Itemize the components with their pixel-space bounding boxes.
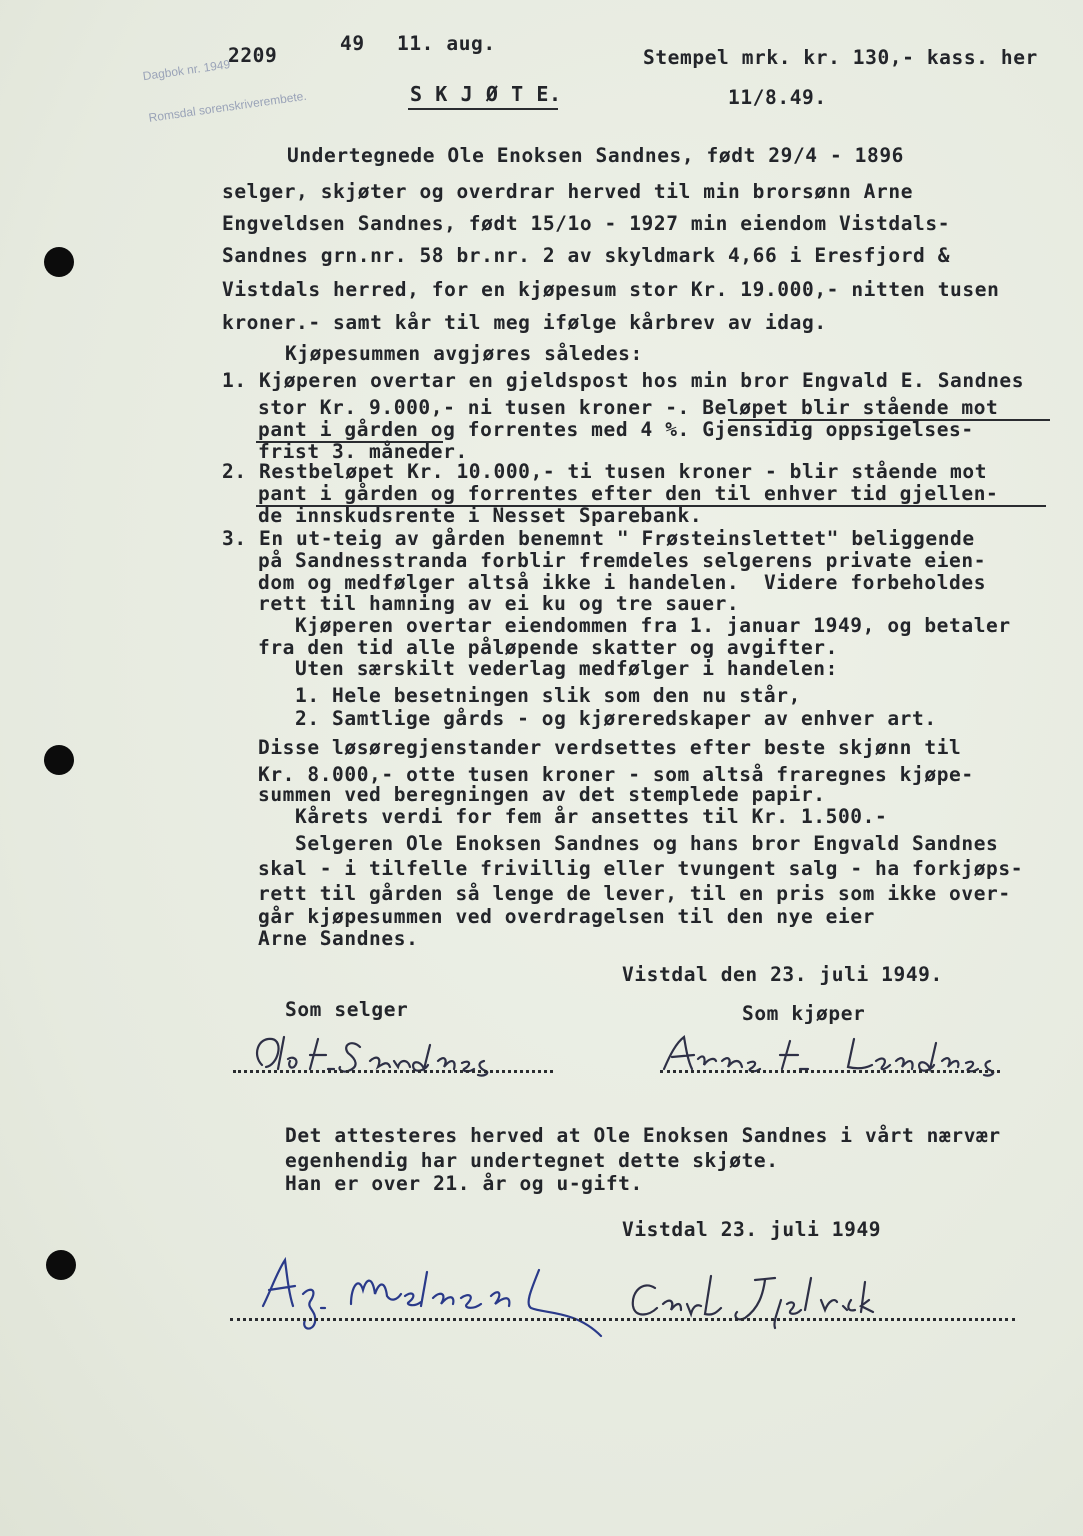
body-line: på Sandnesstranda forblir fremdeles selgerens private eien-: [258, 549, 987, 572]
body-line: frist 3. måneder.: [258, 440, 468, 463]
document-title: S K J Ø T E.: [410, 82, 562, 106]
body-line: 3. En ut-teig av gården benemnt " Frøsteinslettet" beliggende: [222, 527, 975, 550]
witness-signature: [625, 1270, 885, 1330]
body-line: 2. Restbeløpet Kr. 10.000,- ti tusen kroner - blir stående mot: [222, 460, 988, 483]
buyer-signature: [650, 1025, 1010, 1085]
seller-signature: [248, 1025, 548, 1085]
registry-stamp: [138, 19, 311, 152]
body-line: Uten særskilt vederlag medfølger i handelen:: [295, 657, 838, 680]
registry-stamp-line: Dagbok nr. 1949: [141, 57, 232, 84]
body-line: pant i gården og forrentes efter den til enhver tid gjellen-: [258, 482, 999, 505]
body-line: Kr. 8.000,- otte tusen kroner - som altså fraregnes kjøpe-: [258, 763, 974, 786]
stamp-date: 11/8.49.: [728, 86, 827, 109]
body-line: Undertegnede Ole Enoksen Sandnes, født 29/4 - 1896: [287, 144, 904, 167]
body-line: Arne Sandnes.: [258, 927, 419, 950]
body-line: Disse løsøregjenstander verdsettes efter beste skjønn til: [258, 736, 962, 759]
deed-date: 11. aug.: [397, 32, 496, 55]
place-date: Vistdal 23. juli 1949: [622, 1218, 882, 1241]
body-line: skal - i tilfelle frivillig eller tvungent salg - ha forkjøps-: [258, 857, 1024, 880]
body-line: Engveldsen Sandnes, født 15/1o - 1927 min eiendom Vistdals-: [222, 212, 951, 235]
body-line: fra den tid alle påløpende skatter og avgifter.: [258, 636, 838, 659]
punch-hole: [46, 1250, 76, 1280]
place-date: Vistdal den 23. juli 1949.: [622, 963, 943, 986]
seller-signature-line: [233, 1070, 553, 1073]
body-line: 1. Hele besetningen slik som den nu står,: [295, 684, 801, 707]
body-line: Vistdals herred, for en kjøpesum stor Kr. 19.000,- nitten tusen: [222, 278, 1000, 301]
body-line: rett til gården så lenge de lever, til en pris som ikke over-: [258, 882, 1011, 905]
body-line: rett til hamning av ei ku og tre sauer.: [258, 592, 740, 615]
body-line: selger, skjøter og overdrar herved til min brorsønn Arne: [222, 180, 914, 203]
stamp-note: Stempel mrk. kr. 130,- kass. her: [643, 46, 1038, 69]
body-line: stor Kr. 9.000,- ni tusen kroner -. Beløpet blir stående mot: [258, 396, 999, 419]
body-line: dom og medfølger altså ikke i handelen. Videre forbeholdes: [258, 571, 987, 594]
body-line: Kårets verdi for fem år ansettes til Kr. 1.500.-: [295, 805, 888, 828]
witness-signature-line: [230, 1318, 1015, 1321]
body-line: Selgeren Ole Enoksen Sandnes og hans bror Engvald Sandnes: [295, 832, 999, 855]
body-line: pant i gården og forrentes med 4 %. Gjensidig oppsigelses-: [258, 418, 974, 441]
seller-label: Som selger: [285, 998, 409, 1021]
body-line: de innskudsrente i Nesset Sparebank.: [258, 504, 703, 527]
body-line: 1. Kjøperen overtar en gjeldspost hos min bror Engvald E. Sandnes: [222, 369, 1025, 392]
body-line: går kjøpesummen ved overdragelsen til den nye eier: [258, 905, 875, 928]
body-line: 2. Samtlige gårds - og kjøreredskaper av enhver art.: [295, 707, 937, 730]
punch-hole: [44, 745, 74, 775]
attest-line: Det attesteres herved at Ole Enoksen Sandnes i vårt nærvær: [285, 1124, 1001, 1147]
registry-stamp-line: Romsdal sorenskriverembete.: [147, 88, 308, 125]
body-line: Kjøperen overtar eiendommen fra 1. januar 1949, og betaler: [295, 614, 1011, 637]
title-underline: [408, 108, 558, 110]
punch-hole: [44, 247, 74, 277]
attest-line: egenhendig har undertegnet dette skjøte.: [285, 1149, 779, 1172]
body-line: kroner.- samt kår til meg ifølge kårbrev av idag.: [222, 311, 827, 334]
deed-number: 2209: [228, 44, 278, 67]
buyer-signature-line: [660, 1070, 1000, 1073]
witness-signature: [255, 1250, 615, 1340]
deed-year: 49: [340, 32, 365, 55]
body-line: Sandnes grn.nr. 58 br.nr. 2 av skyldmark 4,66 i Eresfjord &: [222, 244, 951, 267]
attest-line: Han er over 21. år og u-gift.: [285, 1172, 643, 1195]
body-line: summen ved beregningen av det stemplede papir.: [258, 783, 826, 806]
buyer-label: Som kjøper: [742, 1002, 866, 1025]
body-line: Kjøpesummen avgjøres således:: [285, 342, 643, 365]
